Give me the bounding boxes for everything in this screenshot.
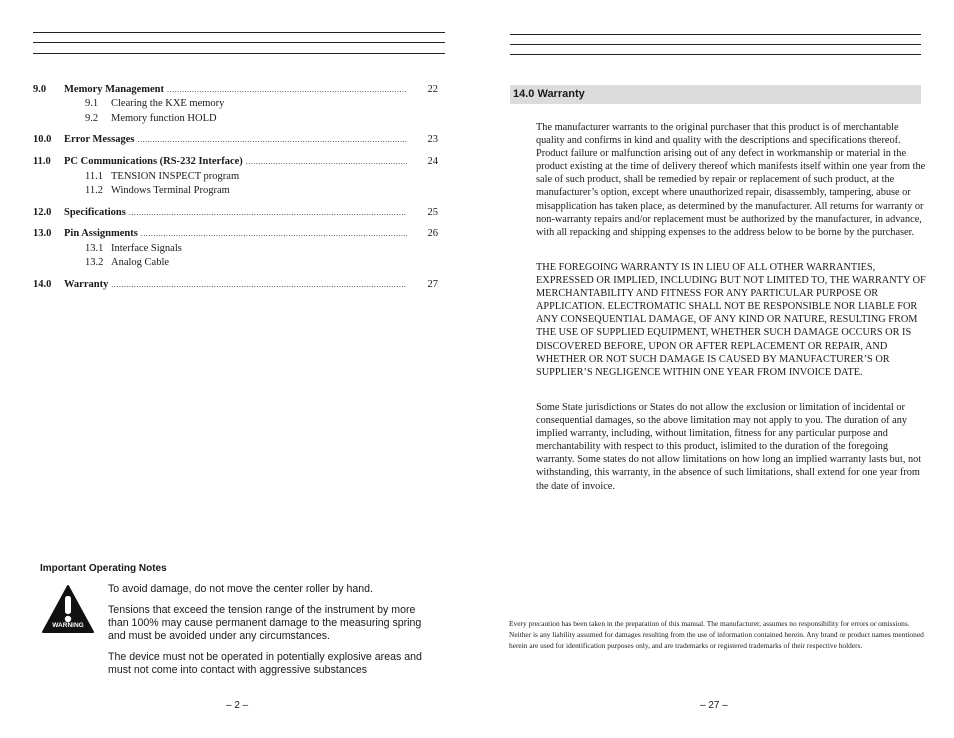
- toc-leader-dots: [167, 84, 407, 95]
- toc-page-number: 24: [427, 156, 438, 167]
- toc-sub-title: Clearing the KXE memory: [111, 98, 225, 109]
- toc-entry-warranty[interactable]: [33, 279, 438, 293]
- toc-sub-number: 13.2: [85, 257, 104, 268]
- toc-entry-error-messages[interactable]: [33, 134, 438, 148]
- toc-number: 12.0: [33, 207, 52, 218]
- toc-title: Memory Management: [64, 84, 165, 95]
- toc-leader-dots: [111, 279, 407, 290]
- left-header-rule-bottom: [33, 53, 445, 54]
- toc-page-number: 27: [427, 279, 438, 290]
- toc-sub-title: Windows Terminal Program: [111, 185, 230, 196]
- toc-subentry[interactable]: [85, 113, 217, 124]
- left-header-rule-top: [33, 32, 445, 33]
- toc-leader-dots: [129, 207, 407, 218]
- toc-number: 11.0: [33, 156, 51, 167]
- toc-subentry[interactable]: [85, 185, 230, 196]
- toc-number: 10.0: [33, 134, 52, 145]
- toc-title: Specifications: [64, 207, 126, 218]
- right-page-number: – 27 –: [700, 700, 728, 711]
- toc-sub-title: Memory function HOLD: [111, 113, 217, 124]
- operating-note: The device must not be operated in potentially explosive areas and must not come into contact with aggressive substances: [108, 651, 422, 676]
- toc-entry-memory-management[interactable]: [33, 84, 438, 98]
- toc-leader-dots: [246, 156, 407, 167]
- toc-title: Pin Assignments: [64, 228, 138, 239]
- warning-label: WARNING: [52, 622, 84, 629]
- toc-entry-specifications[interactable]: [33, 207, 438, 221]
- operating-note: Tensions that exceed the tension range of the instrument by more than 100% may cause permanent damage to the measuring spring and must be avoided under any circumstances.: [108, 604, 422, 642]
- warranty-disclaimer-paragraph: THE FOREGOING WARRANTY IS IN LIEU OF ALL OTHER WARRANTIES, EXPRESSED OR IMPLIED, INCLUDING BUT NOT LIMITED TO, THE WARRANTY OF MERCHANTABILITY AND FITNESS FOR ANY PARTICULAR PURPOSE OR APPLICATION. ELECTROMATIC SHALL NOT BE RESPONSIBLE NOR LIABLE FOR ANY CONSEQUENTIAL DAMAGE, OF ANY KIND OR NATURE, RESULTING FROM THE USE OF SUPPLIED EQUIPMENT, WHETHER SUCH DAMAGE OCCURS OR IS DISCOVERED BEFORE, UPON OR AFTER REPLACEMENT OR REPAIR, AND WHETHER OR NOT SUCH DAMAGE IS CAUSED BY MANUFACTURER’S OR SUPPLIER’S NEGLIGENCE WITHIN ONE YEAR FROM INVOICE DATE.: [536, 262, 926, 378]
- toc-page-number: 23: [427, 134, 438, 145]
- warranty-paragraph: The manufacturer warrants to the original purchaser that this product is of merchantable quality and confirms in kind and quality with the descriptions and specifications thereof. Product failure or malfunction arising out of any defect in workmanship or material in the product existing at the time of delivery thereof which manifests itself within one year from the sale of such product, shall be remedied by repair or replacement of such product, at the manufacturer’s option, except where unauthorized repair, disassembly, tampering, abuse or misapplication has taken place, as determined by the manufacturer. All returns for warranty or non-warranty repairs and/or replacement must be authorized by the manufacturer, in advance, with all repacking and shipping expenses to the address below to be borne by the purchaser.: [536, 122, 926, 238]
- left-page-number: – 2 –: [226, 700, 249, 711]
- toc-sub-title: TENSION INSPECT program: [111, 171, 240, 182]
- toc-sub-number: 11.1: [85, 171, 103, 182]
- toc-sub-number: 9.2: [85, 113, 99, 124]
- toc-leader-dots: [141, 228, 407, 239]
- fine-print: Every precaution has been taken in the preparation of this manual. The manufacturer, assumes no responsibility for errors or omissions. Neither is any liability assumed for damages resulting from the use of information contained herein. Any brand or product names mentioned herein are used for identification purposes only, and are trademarks or registered trademarks of their respective holders.: [509, 619, 924, 650]
- toc-subentry[interactable]: [85, 257, 169, 268]
- right-header-rule-middle: [510, 44, 921, 45]
- toc-sub-title: Analog Cable: [111, 257, 170, 268]
- toc-page-number: 25: [427, 207, 438, 218]
- toc-subentry[interactable]: [85, 243, 182, 254]
- toc-entry-pc-communications[interactable]: [33, 156, 438, 170]
- toc-entry-pin-assignments[interactable]: [33, 228, 438, 242]
- toc-sub-number: 9.1: [85, 98, 99, 109]
- toc-title: PC Communications (RS-232 Interface): [64, 156, 243, 167]
- toc-number: 9.0: [33, 84, 47, 95]
- notes-heading: Important Operating Notes: [40, 563, 167, 574]
- operating-note: To avoid damage, do not move the center roller by hand.: [108, 583, 374, 595]
- right-header-rule-top: [510, 34, 921, 35]
- toc-title: Warranty: [64, 279, 109, 290]
- toc-sub-number: 13.1: [85, 243, 104, 254]
- toc-subentry[interactable]: [85, 98, 224, 109]
- toc-leader-dots: [137, 134, 407, 145]
- toc-sub-title: Interface Signals: [111, 243, 182, 254]
- toc-page-number: 22: [427, 84, 438, 95]
- right-header-rule-bottom: [510, 54, 921, 55]
- toc-number: 14.0: [33, 279, 52, 290]
- toc-title: Error Messages: [64, 134, 135, 145]
- left-header-rule-middle: [33, 42, 445, 43]
- toc-subentry[interactable]: [85, 171, 239, 182]
- warranty-heading: 14.0 Warranty: [513, 88, 585, 100]
- toc-number: 13.0: [33, 228, 52, 239]
- toc-page-number: 26: [427, 228, 438, 239]
- warranty-paragraph: Some State jurisdictions or States do not allow the exclusion or limitation of incidental or consequential damages, so the above limitation may not apply to you. The duration of any implied warranty, including, without limitation, fitness for any particular purpose and merchantability with respect to this product, islimited to the duration of the foregoing warranty. Some states do not allow limitations on how long an implied warranty lasts but, not withstanding, this warranty, in the absence of such limitations, shall extend for one year from the date of invoice.: [536, 402, 922, 492]
- toc-sub-number: 11.2: [85, 185, 103, 196]
